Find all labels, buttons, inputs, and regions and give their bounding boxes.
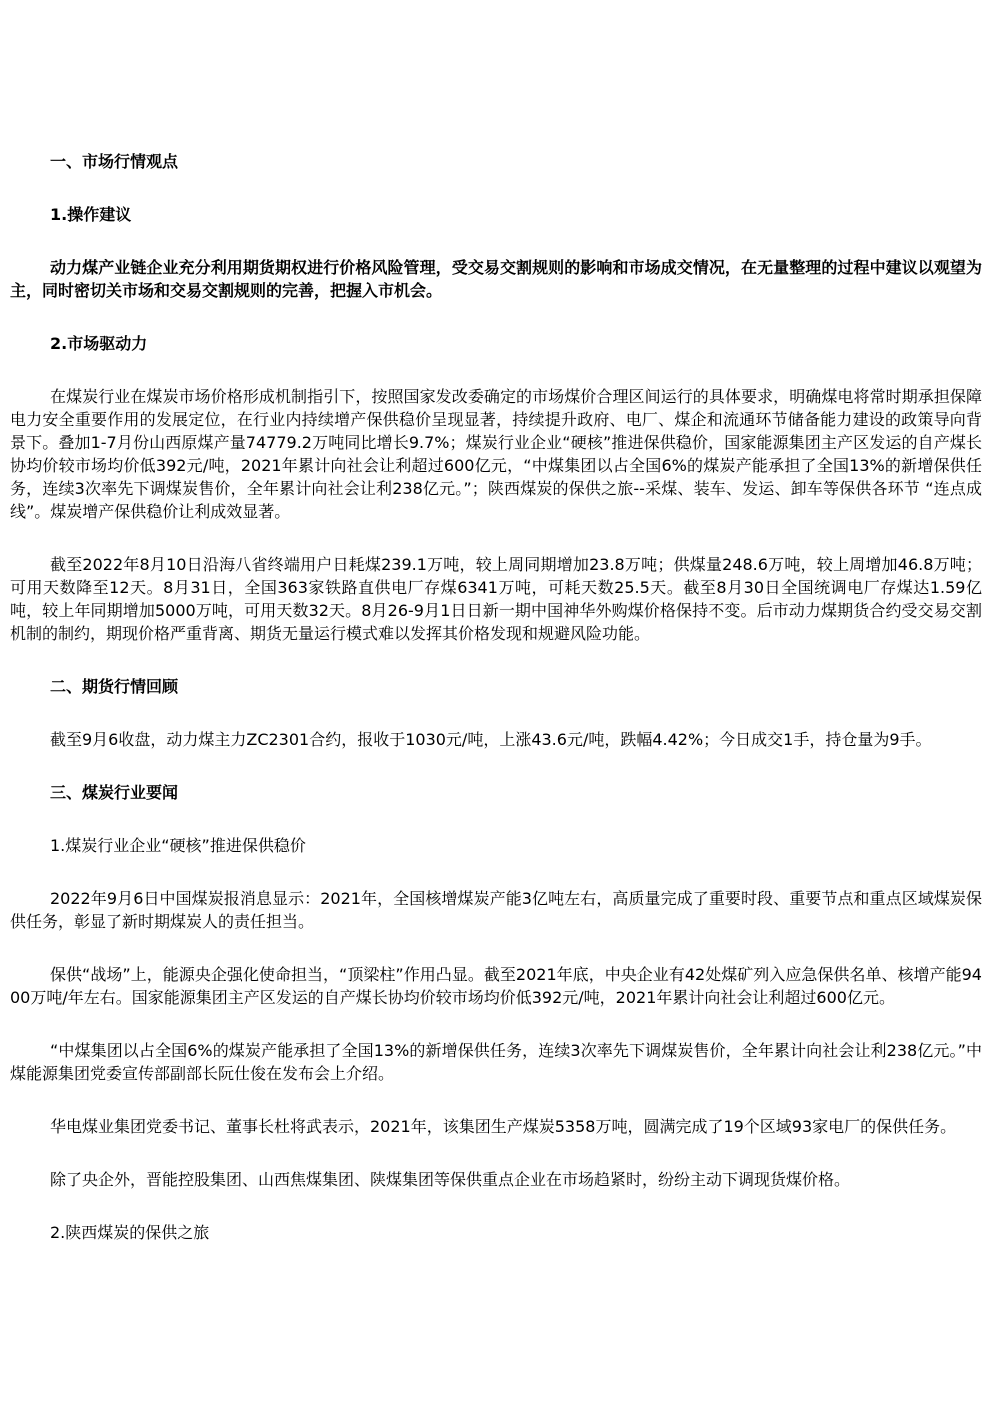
paragraph-news-5: 除了央企外，晋能控股集团、山西焦煤集团、陕煤集团等保供重点企业在市场趋紧时，纷纷主动下调现货煤价格。 — [50, 1170, 851, 1189]
subheading-news-2: 2.陕西煤炭的保供之旅 — [50, 1223, 210, 1242]
paragraph-news-4: 华电煤业集团党委书记、董事长杜将武表示，2021年，该集团生产煤炭5358万吨，圆满完成了19个区域93家电厂的保供任务。 — [50, 1117, 957, 1136]
paragraph-news-1: 2022年9月6日中国煤炭报消息显示：2021年，全国核增煤炭产能3亿吨左右，高质量完成了重要时段、重要节点和重点区域煤炭保供任务，彰显了新时期煤炭人的责任担当。 — [10, 889, 982, 931]
subheading-market-drivers: 2.市场驱动力 — [50, 334, 148, 353]
paragraph-market-drivers-2: 截至2022年8月10日沿海八省终端用户日耗煤239.1万吨，较上周同期增加23.8万吨；供煤量248.6万吨，较上周增加46.8万吨；可用天数降至12天。8月31日，全国363家铁路直供电厂存煤6341万吨，可耗天数25.5天。截至8月30日全国统调电厂存煤达1.59亿吨，较上年同期增加5000万吨，可用天数32天。8月26-9月1日日新一期中国神华外购煤价格保持不变。后市动力煤期货合约受交易交割机制的制约，期现价格严重背离、期货无量运行模式难以发挥其价格发现和规避风险功能。 — [10, 555, 982, 643]
paragraph-futures-review: 截至9月6收盘，动力煤主力ZC2301合约，报收于1030元/吨，上涨43.6元/吨，跌幅4.42%；今日成交1手，持仓量为9手。 — [50, 730, 932, 749]
section-heading-market-view: 一、市场行情观点 — [50, 152, 179, 171]
section-heading-industry-news: 三、煤炭行业要闻 — [50, 783, 179, 802]
subheading-operation-advice: 1.操作建议 — [50, 205, 132, 224]
paragraph-news-2: 保供“战场”上，能源央企强化使命担当，“顶梁柱”作用凸显。截至2021年底，中央企业有42处煤矿列入应急保供名单、核增产能9400万吨/年左右。国家能源集团主产区发运的自产煤长协均价较市场均价低392元/吨，2021年累计向社会让利超过600亿元。 — [10, 965, 982, 1007]
paragraph-news-3: “中煤集团以占全国6%的煤炭产能承担了全国13%的新增保供任务，连续3次率先下调煤炭售价，全年累计向社会让利238亿元。”中煤能源集团党委宣传部副部长阮仕俊在发布会上介绍。 — [10, 1041, 982, 1083]
paragraph-operation-advice: 动力煤产业链企业充分利用期货期权进行价格风险管理，受交易交割规则的影响和市场成交情况，在无量整理的过程中建议以观望为主，同时密切关市场和交易交割规则的完善，把握入市机会。 — [10, 258, 982, 300]
section-heading-futures-review: 二、期货行情回顾 — [50, 677, 179, 696]
document-page — [10, 150, 982, 1274]
paragraph-market-drivers-1: 在煤炭行业在煤炭市场价格形成机制指引下，按照国家发改委确定的市场煤价合理区间运行的具体要求，明确煤电将常时期承担保障电力安全重要作用的发展定位，在行业内持续增产保供稳价呈现显著，持续提升政府、电厂、煤企和流通环节储备能力建设的政策导向背景下。叠加1-7月份山西原煤产量74779.2万吨同比增长9.7%；煤炭行业企业“硬核”推进保供稳价，国家能源集团主产区发运的自产煤长协均价较市场均价低392元/吨，2021年累计向社会让利超过600亿元，“中煤集团以占全国6%的煤炭产能承担了全国13%的新增保供任务，连续3次率先下调煤炭售价，全年累计向社会让利238亿元。”；陕西煤炭的保供之旅--采煤、装车、发运、卸车等保供各环节 “连点成线”。煤炭增产保供稳价让利成效显著。 — [10, 387, 982, 521]
subheading-news-1: 1.煤炭行业企业“硬核”推进保供稳价 — [50, 836, 306, 855]
